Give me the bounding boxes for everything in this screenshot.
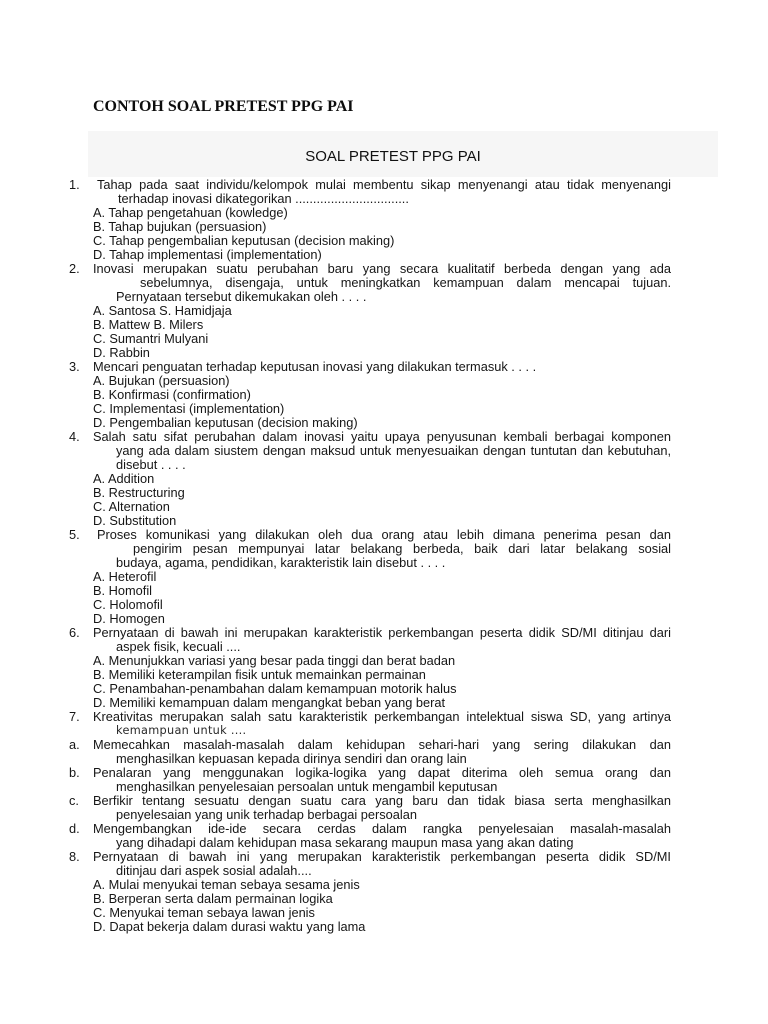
- option-a: A. Tahap pengetahuan (kowledge): [93, 205, 288, 220]
- option-a: A. Santosa S. Hamidjaja: [93, 303, 232, 318]
- option-a: [0, 738, 768, 766]
- option-b: B. Berperan serta dalam permainan logika: [93, 891, 333, 906]
- question-text-line: Mencari penguatan terhadap keputusan inovasi yang dilakukan termasuk . . . .: [93, 359, 537, 374]
- document-heading: CONTOH SOAL PRETEST PPG PAI: [93, 98, 354, 115]
- question-text-line: sebelumnya, disengaja, untuk meningkatkan kemampuan dalam mencapai tujuan.: [140, 275, 671, 290]
- option-a: A. Menunjukkan variasi yang besar pada tinggi dan berat badan: [93, 653, 456, 668]
- question-text-line: pengirim pesan mempunyai latar belakang berbeda, baik dari latar belakang sosial: [133, 541, 671, 556]
- option-text-line: menghasilkan penyelesaian persoalan untuk mengambil keputusan: [116, 779, 498, 794]
- option-text-line: yang dihadapi dalam kehidupan masa sekarang maupun masa yang akan dating: [116, 835, 574, 850]
- document-title: SOAL PRETEST PPG PAI: [305, 148, 481, 165]
- question-text-line: yang ada dalam siustem dengan maksud untuk menyesuaikan dengan tuntutan dan kebutuhan,: [116, 443, 671, 458]
- option-text-line: menghasilkan kepuasan kepada dirinya sendiri dan orang lain: [116, 751, 467, 766]
- option-b: B. Tahap bujukan (persuasion): [93, 219, 267, 234]
- question-text-line: Proses komunikasi yang dilakukan oleh dua orang atau lebih dimana penerima pesan dan: [97, 527, 671, 542]
- question-number: 2.: [69, 261, 80, 276]
- question-text-line: Salah satu sifat perubahan dalam inovasi yaitu upaya penyusunan kembali berbagai komponen: [93, 429, 671, 444]
- option-text-line: Mengembangkan ide-ide secara cerdas dalam rangka penyelesaian masalah-masalah: [93, 821, 671, 836]
- option-text-line: Berfikir tentang sesuatu dengan suatu cara yang baru dan tidak biasa serta menghasilkan: [93, 793, 671, 808]
- option-b: B. Memiliki keterampilan fisik untuk memainkan permainan: [93, 667, 426, 682]
- option-d: D. Tahap implementasi (implementation): [93, 247, 322, 262]
- question-text-line: terhadap inovasi dikategorikan ................................: [118, 191, 409, 206]
- question-text-line: ditinjau dari aspek sosial adalah....: [116, 863, 312, 878]
- option-c: C. Sumantri Mulyani: [93, 331, 209, 346]
- option-a: A. Bujukan (persuasion): [93, 373, 230, 388]
- option-d: D. Dapat bekerja dalam durasi waktu yang lama: [93, 919, 366, 934]
- option-a: A. Heterofil: [93, 569, 157, 584]
- question-text-line: disebut . . . .: [116, 457, 186, 472]
- question-7: [0, 710, 768, 850]
- question-number: 5.: [69, 527, 80, 542]
- question-number: 4.: [69, 429, 80, 444]
- option-b: B. Restructuring: [93, 485, 185, 500]
- option-b: B. Homofil: [93, 583, 153, 598]
- option-text-line: Memecahkan masalah-masalah dalam kehidupan sehari-hari yang sering dilakukan dan: [93, 737, 671, 752]
- question-text-line: Pernyataan di bawah ini merupakan karakteristik perkembangan peserta didik SD/MI ditinjau dari: [93, 625, 671, 640]
- question-list: [0, 178, 768, 934]
- option-d: D. Homogen: [93, 611, 165, 626]
- option-c: C. Holomofil: [93, 597, 163, 612]
- question-8: [0, 850, 768, 934]
- question-text-line: aspek fisik, kecuali ....: [116, 639, 241, 654]
- option-d: D. Rabbin: [93, 345, 150, 360]
- question-3: [0, 360, 768, 430]
- question-text-line: Pernyataan tersebut dikemukakan oleh . . . .: [116, 289, 367, 304]
- question-text-line: Pernyataan di bawah ini yang merupakan karakteristik perkembangan peserta didik SD/MI: [93, 849, 671, 864]
- question-number: 7.: [69, 709, 80, 724]
- option-b: [0, 766, 768, 794]
- question-number: 8.: [69, 849, 80, 864]
- question-6: [0, 626, 768, 710]
- question-text-line: budaya, agama, pendidikan, karakteristik lain disebut . . . .: [116, 555, 446, 570]
- option-c: [0, 794, 768, 822]
- option-label: c.: [69, 793, 79, 808]
- question-number: 1.: [69, 177, 80, 192]
- question-text-line: Tahap pada saat individu/kelompok mulai membentu sikap menyenangi atau tidak menyenangi: [97, 177, 671, 192]
- option-a: A. Mulai menyukai teman sebaya sesama jenis: [93, 877, 360, 892]
- question-4: [0, 430, 768, 528]
- question-5: [0, 528, 768, 626]
- question-text-line: Inovasi merupakan suatu perubahan baru yang secara kualitatif berbeda dengan yang ada: [93, 261, 671, 276]
- question-2: [0, 262, 768, 360]
- question-1: [0, 178, 768, 262]
- option-c: C. Implementasi (implementation): [93, 401, 285, 416]
- option-c: C. Tahap pengembalian keputusan (decision making): [93, 233, 395, 248]
- option-text-line: Penalaran yang menggunakan logika-logika yang dapat diterima oleh semua orang dan: [93, 765, 671, 780]
- option-d: [0, 822, 768, 850]
- option-d: D. Substitution: [93, 513, 177, 528]
- question-text-line: kemampuan untuk ....: [116, 724, 247, 737]
- option-c: C. Alternation: [93, 499, 170, 514]
- question-number: 6.: [69, 625, 80, 640]
- option-d: D. Memiliki kemampuan dalam mengangkat beban yang berat: [93, 695, 446, 710]
- option-label: d.: [69, 821, 80, 836]
- option-c: C. Menyukai teman sebaya lawan jenis: [93, 905, 315, 920]
- option-b: B. Konfirmasi (confirmation): [93, 387, 251, 402]
- option-b: B. Mattew B. Milers: [93, 317, 204, 332]
- option-label: b.: [69, 765, 80, 780]
- option-d: D. Pengembalian keputusan (decision making): [93, 415, 358, 430]
- question-number: 3.: [69, 359, 80, 374]
- option-label: a.: [69, 737, 80, 752]
- question-text-line: Kreativitas merupakan salah satu karakteristik perkembangan intelektual siswa SD, yang artinya: [93, 709, 671, 724]
- option-text-line: penyelesaian yang unik terhadap berbagai persoalan: [116, 807, 417, 822]
- option-c: C. Penambahan-penambahan dalam kemampuan motorik halus: [93, 681, 457, 696]
- option-a: A. Addition: [93, 471, 155, 486]
